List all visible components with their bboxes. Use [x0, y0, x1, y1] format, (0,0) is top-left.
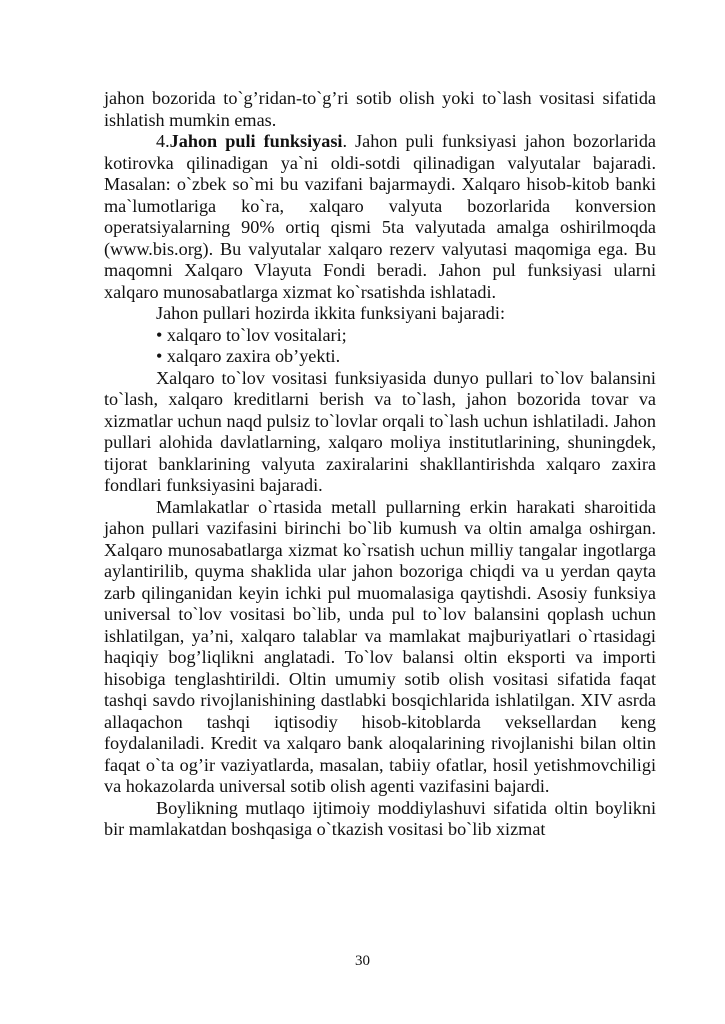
bullet-item-reserve-object: • xalqaro zaxira ob’yekti. [156, 346, 341, 366]
paragraph-gold-wealth: Boylikning mutlaqo ijtimoiy moddiylashuvi sifatida oltin boylikni bir mamlakatdan boshqasiga o`tkazish vositasi bo`lib xizmat [104, 797, 656, 839]
section-number: 4. [156, 131, 170, 151]
bullet-item-payment-means: • xalqaro to`lov vositalari; [156, 324, 347, 345]
paragraph-continuation: jahon bozorida to`g’ridan-to`g’ri sotib olish yoki to`lash vositasi sifatida ishlatish mumkin emas. [104, 88, 656, 130]
section-heading: Jahon puli funksiyasi [169, 131, 343, 151]
paragraph-payment-function: Xalqaro to`lov vositasi funksiyasida dunyo pullari to`lov balansini to`lash, xalqaro kreditlarni berish va to`lash, jahon bozorida tovar va xizmatlar uchun naqd pulsiz to`lovlar orqali to`lash uchun ishlatiladi. Jahon pullari alohida davlatlarning, xalqaro moliya institutlarining, shuningdek, tijorat banklarining valyuta zaxiralarini shakllantirishda xalqaro zaxira fondlari funksiyasini bajaradi. [104, 367, 656, 495]
document-page [104, 88, 656, 841]
page-number: 30 [355, 953, 370, 969]
paragraph-jahon-puli-funksiyasi [104, 131, 656, 303]
paragraph-two-functions-intro: Jahon pullari hozirda ikkita funksiyani bajaradi: [156, 303, 505, 323]
section-body-text: . Jahon puli funksiyasi jahon bozorlarida kotirovka qilinadigan ya`ni oldi-sotdi qilinadigan valyutalar bajaradi. Masalan: o`zbek so`mi bu vazifani bajarmaydi. Xalqaro hisob-kitob banki ma`lumotlariga ko`ra, xalqaro valyuta bozorlarida konversion operatsiyalarning 90% ortiq qismi 5ta valyutada amalga oshirilmoqda (www.bis.org). Bu valyutalar xalqaro rezerv valyutasi maqomiga ega. Bu maqomni Xalqaro Vlayuta Fondi beradi. Jahon pul funksiyasi ularni xalqaro munosabatlarga xizmat ko`rsatishda ishlatadi. [104, 131, 656, 302]
paragraph-metal-money-history: Mamlakatlar o`rtasida metall pullarning erkin harakati sharoitida jahon pullari vazifasini birinchi bo`lib kumush va oltin amalga oshirgan. Xalqaro munosabatlarga xizmat ko`rsatish uchun milliy tangalar ingotlarga aylantirilib, quyma shaklida ular jahon bozoriga chiqdi va u yerdan qayta zarb qilinganidan keyin ichki pul muomalasiga qaytishdi. Asosiy funksiya universal to`lov vositasi bo`lib, unda pul to`lov balansini qoplash uchun ishlatilgan, ya’ni, xalqaro talablar va mamlakat majburiyatlari o`rtasidagi haqiqiy bog’liqlikni anglatadi. To`lov balansi oltin eksporti va importi hisobiga tenglashtirildi. Oltin umumiy sotib olish vositasi sifatida faqat tashqi savdo rivojlanishining dastlabki bosqichlarida ishlatilgan. XIV asrda allaqachon tashqi iqtisodiy hisob-kitoblarda veksellardan keng foydalaniladi. Kredit va xalqaro bank aloqalarining rivojlanishi bilan oltin faqat o`ta og’ir vaziyatlarda, masalan, tabiiy ofatlar, hosil yetishmovchiligi va hokazolarda universal sotib olish agenti vazifasini bajardi. [104, 496, 656, 796]
